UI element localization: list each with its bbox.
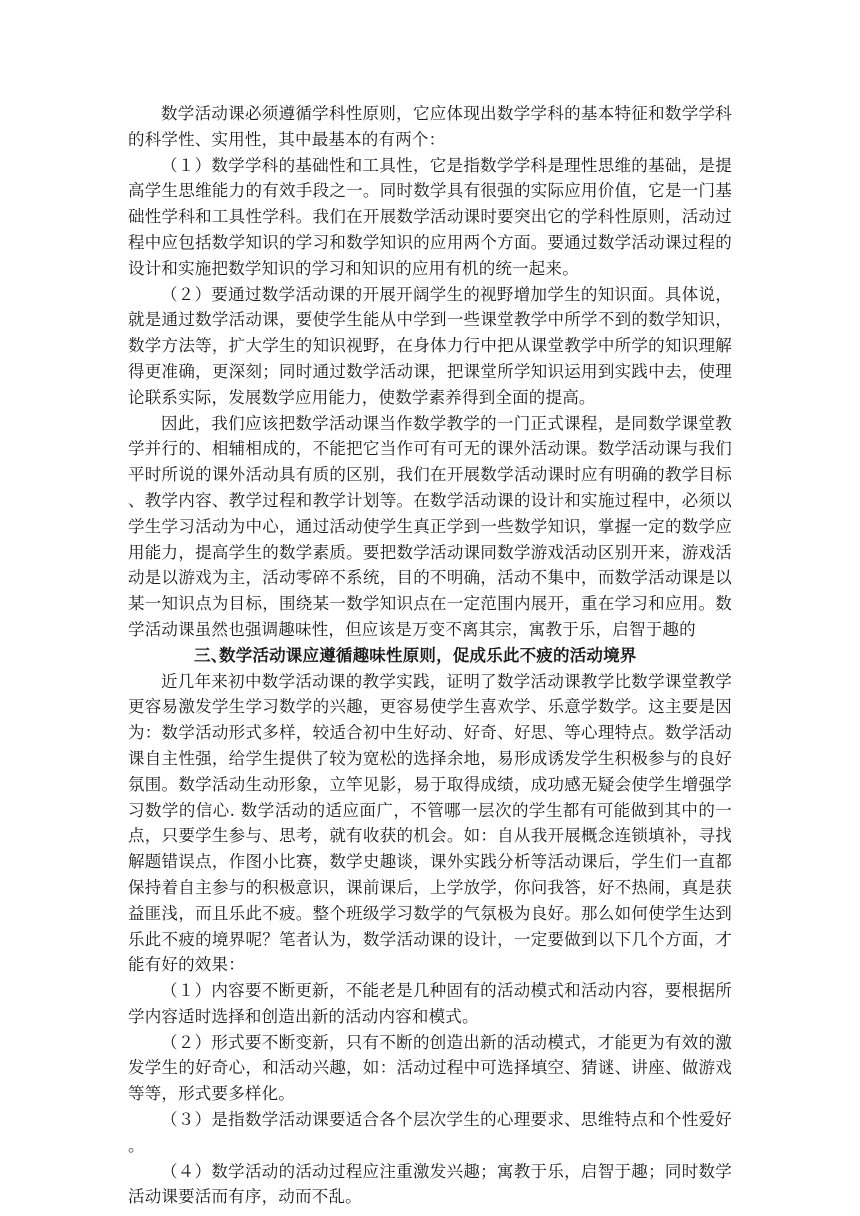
paragraph-practice: 近几年来初中数学活动课的教学实践，证明了数学活动课教学比数学课堂教学更容易激发学生学习数学的兴趣，更容易使学生喜欢学、乐意学数学。这主要是因为：数学活动形式多样，较适合初中生好动、好奇、好思、等心理特点。数学活动课自主性强，给学生提供了较为宽松的选择余地，易形成诱发学生积极参与的良好氛围。数学活动生动形象，立竿见影，易于取得成绩，成功感无疑会使学生增强学习数学的信心. 数学活动的适应面广，不管哪一层次的学生都有可能做到其中的一点，只要学生参与、思考，就有收获的机会。如：自从我开展概念连锁填补，寻找解题错误点，作图小比赛，数学史趣谈，课外实践分析等活动课后，学生们一直都保持着自主参与的积极意识，课前课后，上学放学，你问我答，好不热闹，真是获益匪浅，而且乐此不疲。整个班级学习数学的气氛极为良好。那么如何使学生达到乐此不疲的境界呢？笔者认为，数学活动课的设计，一定要做到以下几个方面，才能有好的效果：: [128, 671, 732, 975]
paragraph-item-4: （４）数学活动的活动过程应注重激发兴趣；寓教于乐，启智于趣；同时数学活动课要活而有序，动而不乱。: [128, 1161, 732, 1207]
section-heading: [128, 643, 732, 669]
paragraph-item-2: （２）形式要不断变新，只有不断的创造出新的活动模式，才能更为有效的激发学生的好奇心，和活动兴趣，如：活动过程中可选择填空、猜谜、讲座、做游戏等等，形式要多样化。: [128, 1032, 732, 1104]
paragraph-point-1: （１）数学学科的基础性和工具性，它是指数学学科是理性思维的基础，是提高学生思维能力的有效手段之一。同时数学具有很强的实际应用价值，它是一门基础性学科和工具性学科。我们在开展数学活动课时要突出它的学科性原则，活动过程中应包括数学知识的学习和数学知识的应用两个方面。要通过数学活动课过程的设计和实施把数学知识的学习和知识的应用有机的统一起来。: [128, 155, 732, 278]
paragraph-item-3: （３）是指数学活动课要适合各个层次学生的心理要求、思维特点和个性爱好。: [128, 1110, 732, 1155]
section-number: 三、: [194, 645, 228, 665]
document-body: [128, 101, 732, 1210]
paragraph-point-2: （２）要通过数学活动课的开展开阔学生的视野增加学生的知识面。具体说，就是通过数学活动课，要使学生能从中学到一些课堂教学中所学不到的数学知识，数学方法等，扩大学生的知识视野，在身体力行中把从课堂教学中所学的知识理解得更准确，更深刻；同时通过数学活动课，把课堂所学知识运用到实践中去，使理论联系实际，发展数学应用能力，使数学素养得到全面的提高。: [128, 284, 732, 407]
paragraph-intro: 数学活动课必须遵循学科性原则，它应体现出数学学科的基本特征和数学学科的科学性、实用性，其中最基本的有两个：: [128, 104, 732, 149]
section-title: 数学活动课应遵循趣味性原则，促成乐此不疲的活动境界: [219, 645, 637, 665]
paragraph-therefore: 因此，我们应该把数学活动课当作数学教学的一门正式课程，是同数学课堂教学并行的、相辅相成的，不能把它当作可有可无的课外活动课。数学活动课与我们平时所说的课外活动具有质的区别，我们在开展数学活动课时应有明确的教学目标、教学内容、教学过程和教学计划等。在数学活动课的设计和实施过程中，必须以学生学习活动为中心，通过活动使学生真正学到一些数学知识，掌握一定的数学应用能力，提高学生的数学素质。要把数学活动课同数学游戏活动区别开来，游戏活动是以游戏为主，活动零碎不系统，目的不明确，活动不集中，而数学活动课是以某一知识点为目标，围绕某一数学知识点在一定范围内展开，重在学习和应用。数学活动课虽然也强调趣味性，但应该是万变不离其宗，寓教于乐，启智于趣的: [128, 413, 732, 639]
paragraph-item-1: （１）内容要不断更新，不能老是几种固有的活动模式和活动内容，要根据所学内容适时选择和创造出新的活动内容和模式。: [128, 981, 732, 1026]
